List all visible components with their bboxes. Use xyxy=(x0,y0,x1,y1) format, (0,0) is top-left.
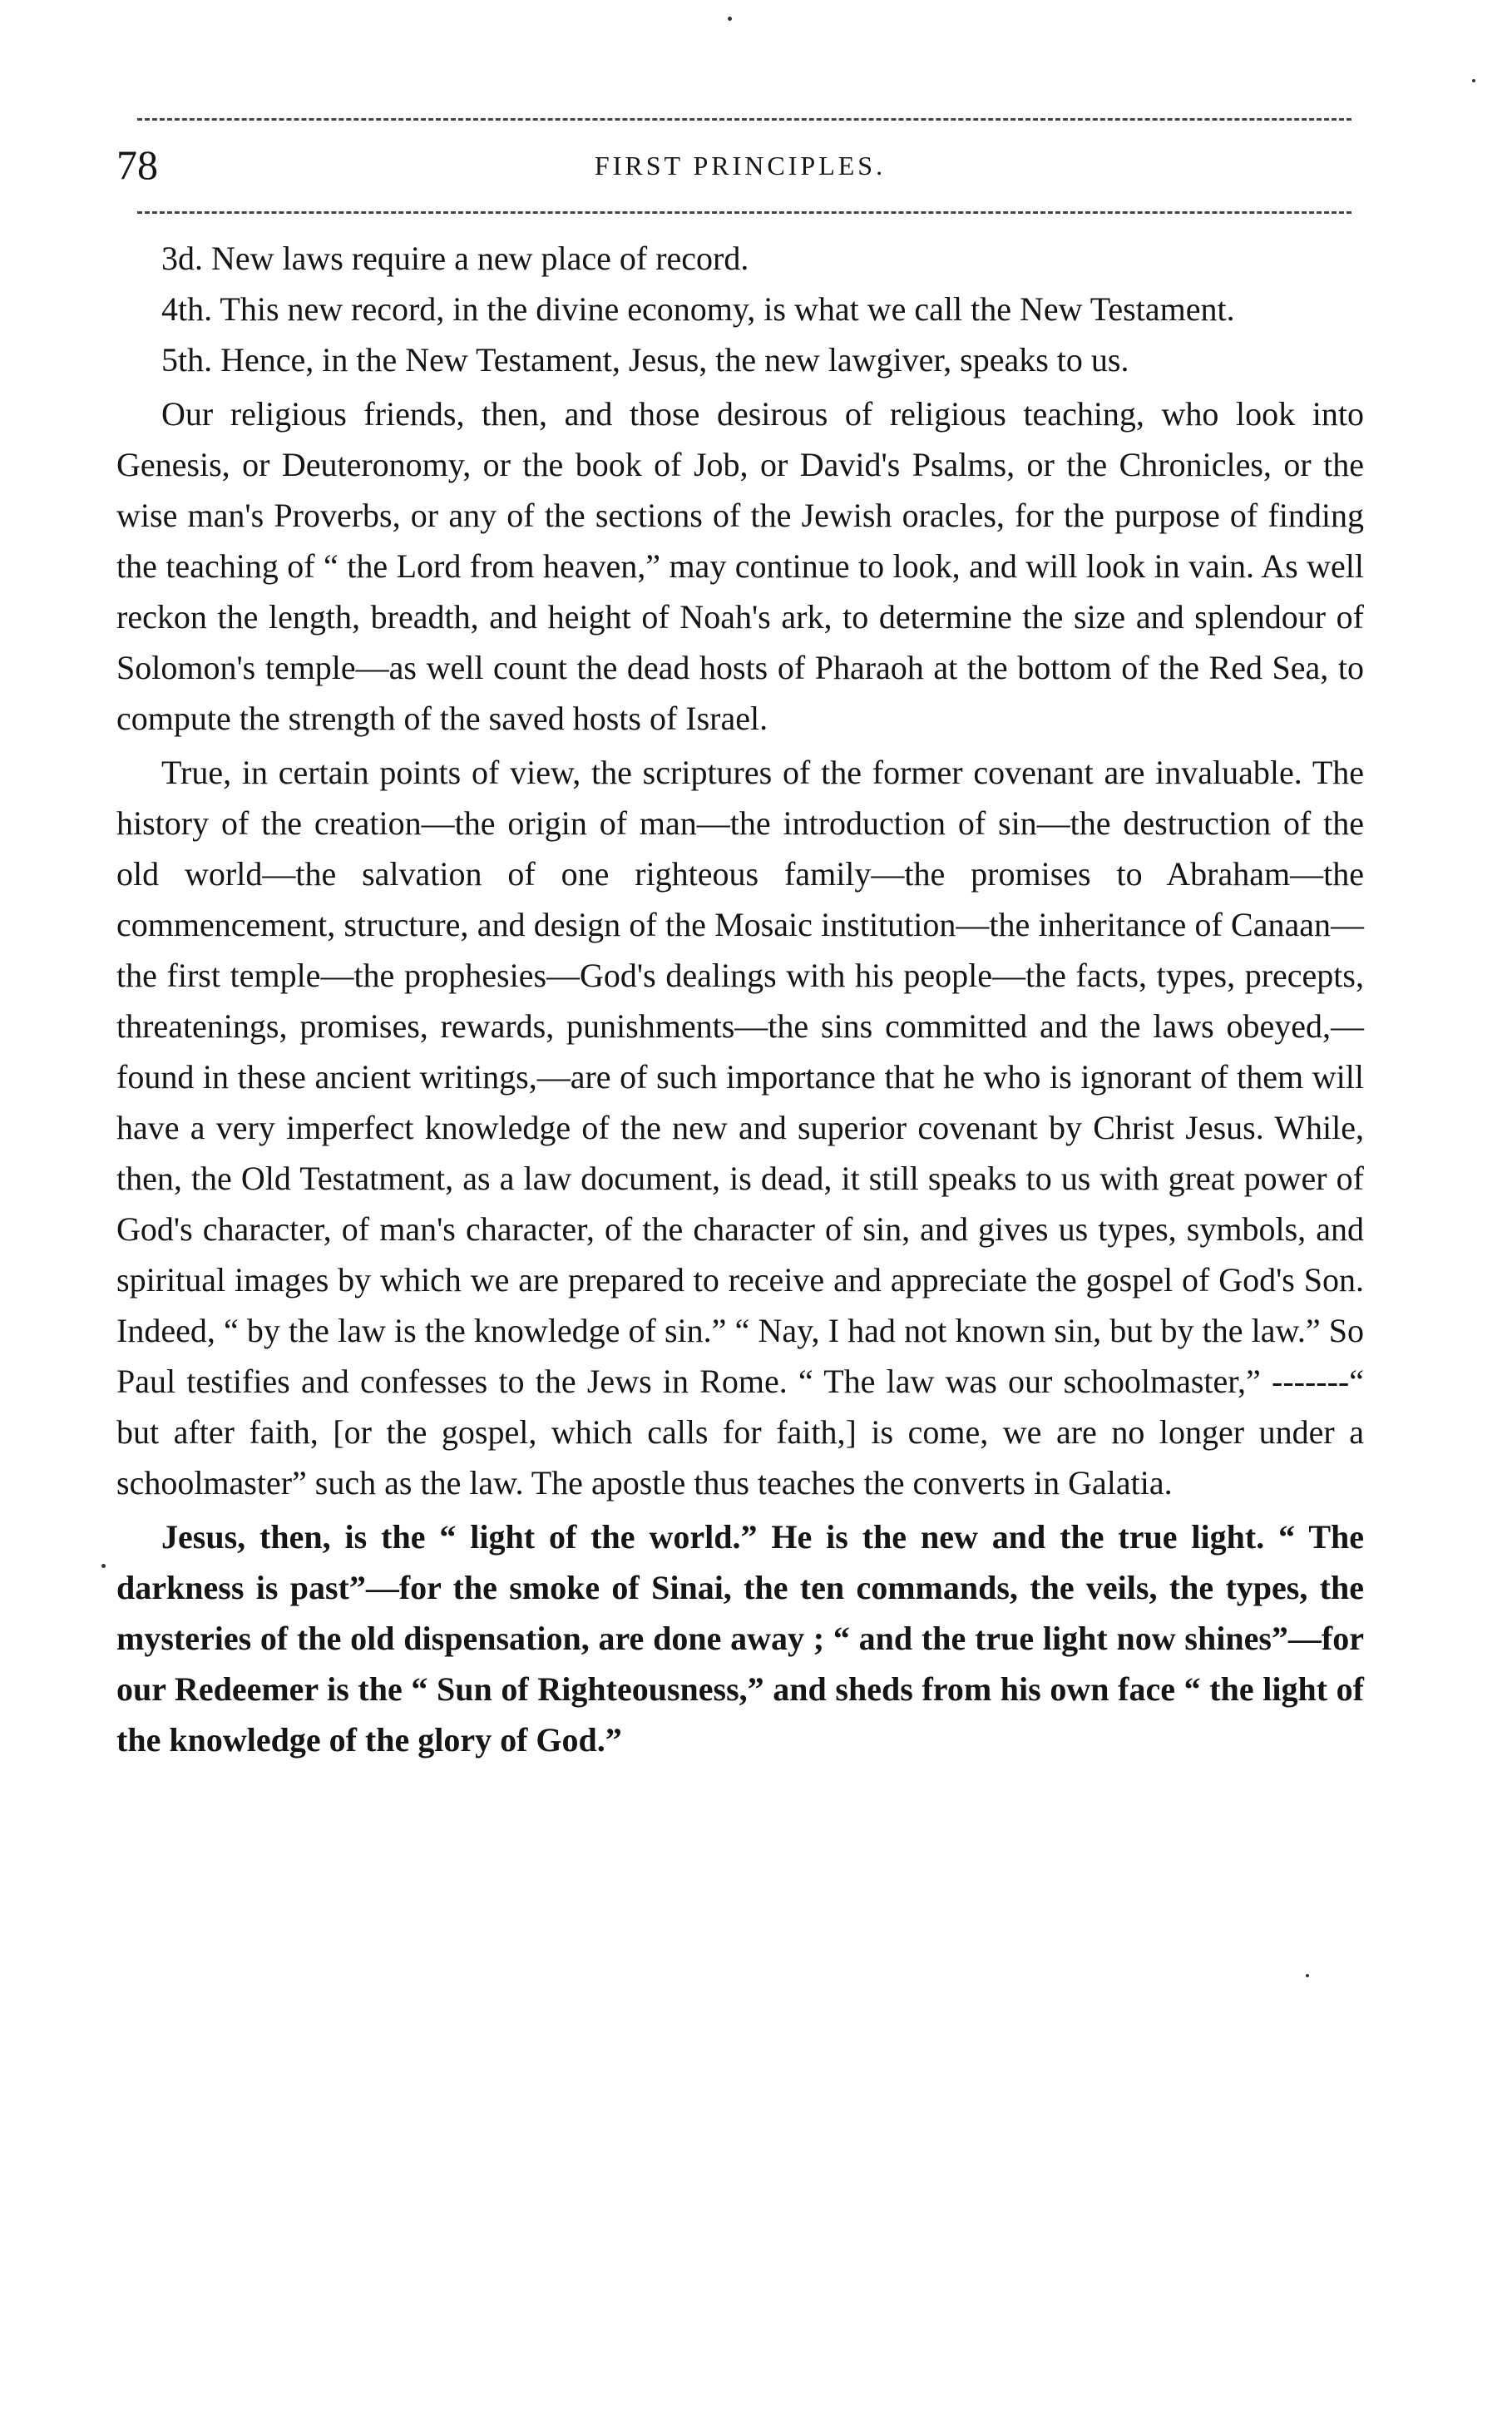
running-head: FIRST PRINCIPLES. xyxy=(594,151,887,181)
page-number: 78 xyxy=(116,141,158,188)
paragraph-religious-friends: Our religious friends, then, and those desirous of religious teaching, who look into Genesis, or Deuteronomy, or the book of Job, or David's Psalms, or the Chronicles, or the wise man's Proverbs, or any of the sections of the Jewish oracles, for the purpose of finding the teaching of “ the Lord from heaven,” may continue to look, and will look in vain. As well reckon the length, breadth, and height of Noah's ark, to determine the size and splendour of Solomon's temple—as well count the dead hosts of Pharaoh at the bottom of the Red Sea, to compute the strength of the saved hosts of Israel. xyxy=(116,395,1364,737)
ink-speck xyxy=(728,17,732,21)
paragraph-5th: 5th. Hence, in the New Testament, Jesus, the new lawgiver, speaks to us. xyxy=(161,341,1129,378)
paragraph-3d: 3d. New laws require a new place of record. xyxy=(161,240,749,277)
header-rule-bottom xyxy=(137,211,1351,214)
ink-speck xyxy=(1472,79,1475,82)
page-header xyxy=(116,140,1364,190)
page-body xyxy=(116,233,1364,1765)
paragraph-4th: 4th. This new record, in the divine economy, is what we call the New Testament. xyxy=(161,290,1235,328)
paragraph-light-of-world: Jesus, then, is the “ light of the world.” He is the new and the true light. “ The darkness is past”—for the smoke of Sinai, the ten commands, the veils, the types, the mysteries of the old dispensation, are done away ; “ and the true light now shines”—for our Redeemer is the “ Sun of Righteousness,” and sheds from his own face “ the light of the knowledge of the glory of God.” xyxy=(116,1518,1364,1759)
ink-speck xyxy=(1306,1974,1309,1977)
ink-speck xyxy=(101,1564,106,1568)
header-rule-top xyxy=(137,118,1351,121)
paragraph-old-covenant: True, in certain points of view, the scriptures of the former covenant are invaluable. The history of the creation—the origin of man—the introduction of sin—the destruction of the old world—the salvation of one righteous family—the promises to Abraham—the commencement, structure, and design of the Mosaic institution—the inheritance of Canaan—the first temple—the prophesies—God's dealings with his people—the facts, types, precepts, threatenings, promises, rewards, punishments—the sins committed and the laws obeyed,—found in these ancient writings,—are of such importance that he who is ignorant of them will have a very imperfect knowledge of the new and superior covenant by Christ Jesus. While, then, the Old Testatment, as a law document, is dead, it still speaks to us with great power of God's character, of man's character, of the character of sin, and gives us types, symbols, and spiritual images by which we are prepared to receive and appreciate the gospel of God's Son. Indeed, “ by the law is the knowledge of sin.” “ Nay, I had not known sin, but by the law.” So Paul testifies and confesses to the Jews in Rome. “ The law was our schoolmaster,” -------“ but after faith, [or the gospel, which calls for faith,] is come, we are no longer under a schoolmaster” such as the law. The apostle thus teaches the converts in Galatia. xyxy=(116,754,1364,1501)
